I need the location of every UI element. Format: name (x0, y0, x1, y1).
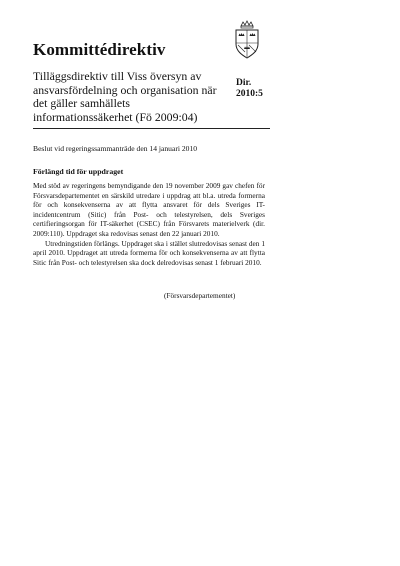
body-paragraph: Utredningstiden förlängs. Uppdraget ska i stället slutredovisas senast den 1 april 2010. Uppdraget att utreda formerna för och konsekvenserna av att flytta Sitic från Post- och telestyrelsen ska dock delredovisas senast 1 februari 2010. (33, 238, 265, 267)
department-signature: (Försvarsdepartementet) (164, 291, 236, 300)
body-text (33, 181, 265, 267)
section-heading: Förlängd tid för uppdraget (33, 167, 124, 176)
body-paragraph: Med stöd av regeringens bemyndigande den 19 november 2009 gav chefen för Försvarsdepartementet en särskild utredare i uppdrag att bl.a. utreda formerna för och konsekvenserna av att flytta ansvaret för dels Sveriges IT-incidentcentrum (Sitic) från Post- och telestyrelsen, dels Sveriges certifieringsorgan för IT-säkerhet (CSEC) från Försvarets materielverk (dir. 2009:110). Uppdraget ska redovisas senast den 22 januari 2010. (33, 181, 265, 238)
directive-label: Dir. (236, 78, 252, 88)
three-crowns-crest-icon (232, 20, 262, 60)
directive-number: 2010:5 (236, 89, 263, 99)
directive-number-block (236, 78, 263, 100)
document-heading: Kommittédirektiv (33, 40, 166, 59)
decision-line: Beslut vid regeringssammanträde den 14 januari 2010 (33, 144, 198, 153)
header-divider (33, 128, 270, 129)
document-subtitle: Tilläggsdirektiv till Viss översyn av ansvarsfördelning och organisation när det gäller samhällets informationssäkerhet (Fö 2009:04) (33, 69, 217, 124)
